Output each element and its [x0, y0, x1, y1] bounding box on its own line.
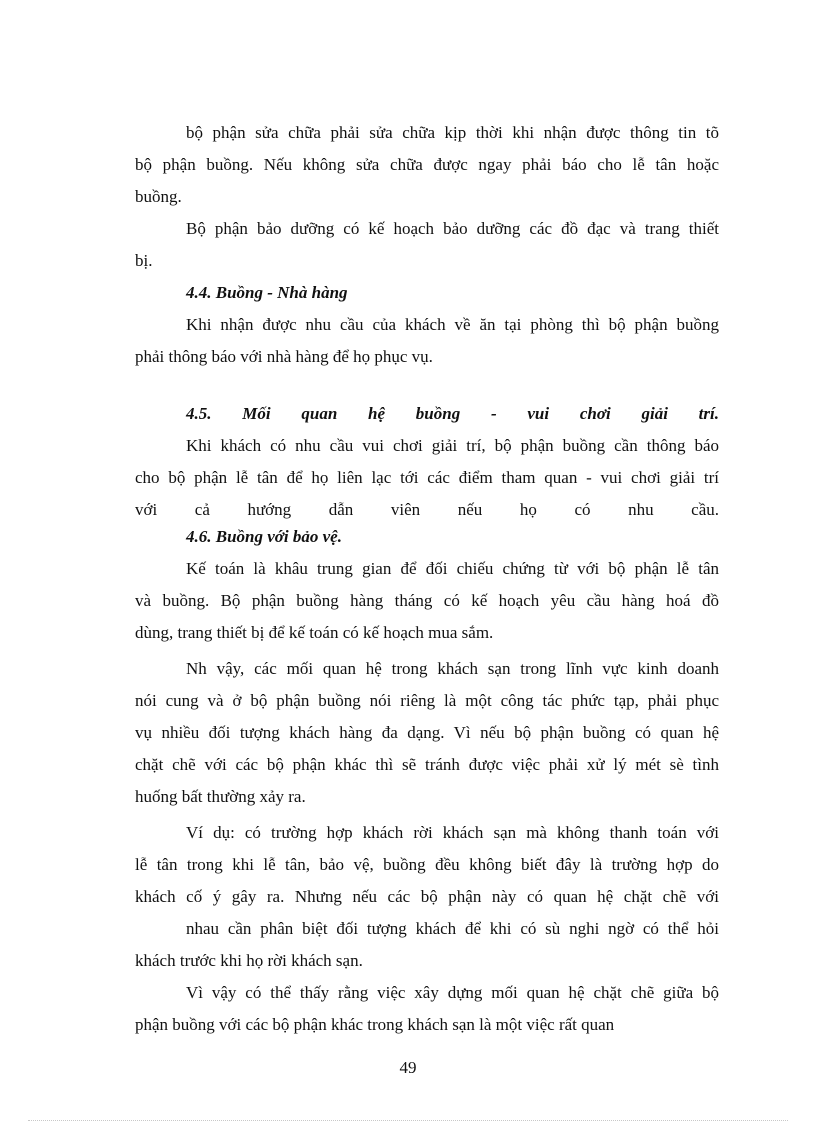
text-line: và buồng. Bộ phận buồng hàng tháng có kế hoạch yêu cầu hàng hoá đồ — [135, 591, 719, 610]
page-bottom-divider — [28, 1120, 788, 1121]
text-line: Kế toán là khâu trung gian để đối chiếu chứng từ với bộ phận lễ tân — [186, 559, 719, 578]
text-line: Vì vậy có thể thấy rằng việc xây dựng mối quan hệ chặt chẽ giữa bộ — [186, 983, 719, 1002]
text-line: Nh vậy, các mối quan hệ trong khách sạn trong lĩnh vực kinh doanh — [186, 659, 719, 678]
text-line: bộ phận buồng. Nếu không sửa chữa được ngay phải báo cho lễ tân hoặc — [135, 155, 719, 174]
section-heading: 4.5. Mối quan hệ buồng - vui chơi giải trí. — [186, 404, 719, 423]
text-line: nói cung và ở bộ phận buồng nói riêng là một công tác phức tạp, phải phục — [135, 691, 719, 710]
text-line: lễ tân trong khi lễ tân, bảo vệ, buồng đều không biết đây là trường hợp do — [135, 855, 719, 874]
text-line: phải thông báo với nhà hàng để họ phục vụ. — [135, 347, 433, 366]
section-heading: 4.6. Buồng với bảo vệ. — [186, 527, 342, 546]
text-line: với cả hướng dẫn viên nếu họ có nhu cầu. — [135, 500, 719, 519]
text-line: cho bộ phận lễ tân để họ liên lạc tới các điểm tham quan - vui chơi giải trí — [135, 468, 719, 487]
text-line: dùng, trang thiết bị để kế toán có kế hoạch mua sắm. — [135, 623, 494, 642]
text-line: nhau cần phân biệt đối tượng khách để khi có sù nghi ngờ có thể hỏi — [186, 919, 719, 938]
text-line: bộ phận sửa chữa phải sửa chữa kịp thời khi nhận được thông tin tõ — [186, 123, 719, 142]
text-line: buồng. — [135, 187, 182, 206]
section-heading: 4.4. Buồng - Nhà hàng — [186, 283, 348, 302]
page-number: 49 — [399, 1058, 417, 1077]
text-line: Khi khách có nhu cầu vui chơi giải trí, bộ phận buồng cần thông báo — [186, 436, 719, 455]
text-line: Ví dụ: có trường hợp khách rời khách sạn mà không thanh toán với — [186, 823, 719, 842]
text-line: vụ nhiều đối tượng khách hàng đa dạng. Vì nếu bộ phận buồng có quan hệ — [135, 723, 719, 742]
text-line: huống bất thường xảy ra. — [135, 787, 306, 806]
text-line: bị. — [135, 251, 153, 270]
text-line: khách cố ý gây ra. Nhưng nếu các bộ phận này có quan hệ chặt chẽ với — [135, 887, 719, 906]
text-line: khách trước khi họ rời khách sạn. — [135, 951, 363, 970]
text-line: Khi nhận được nhu cầu của khách về ăn tại phòng thì bộ phận buồng — [186, 315, 719, 334]
text-line: phận buồng với các bộ phận khác trong khách sạn là một việc rất quan — [135, 1015, 615, 1034]
text-line: chặt chẽ với các bộ phận khác thì sẽ tránh được việc phải xử lý mét sè tình — [135, 755, 719, 774]
text-line: Bộ phận bảo dưỡng có kế hoạch bảo dưỡng các đồ đạc và trang thiết — [186, 219, 719, 238]
